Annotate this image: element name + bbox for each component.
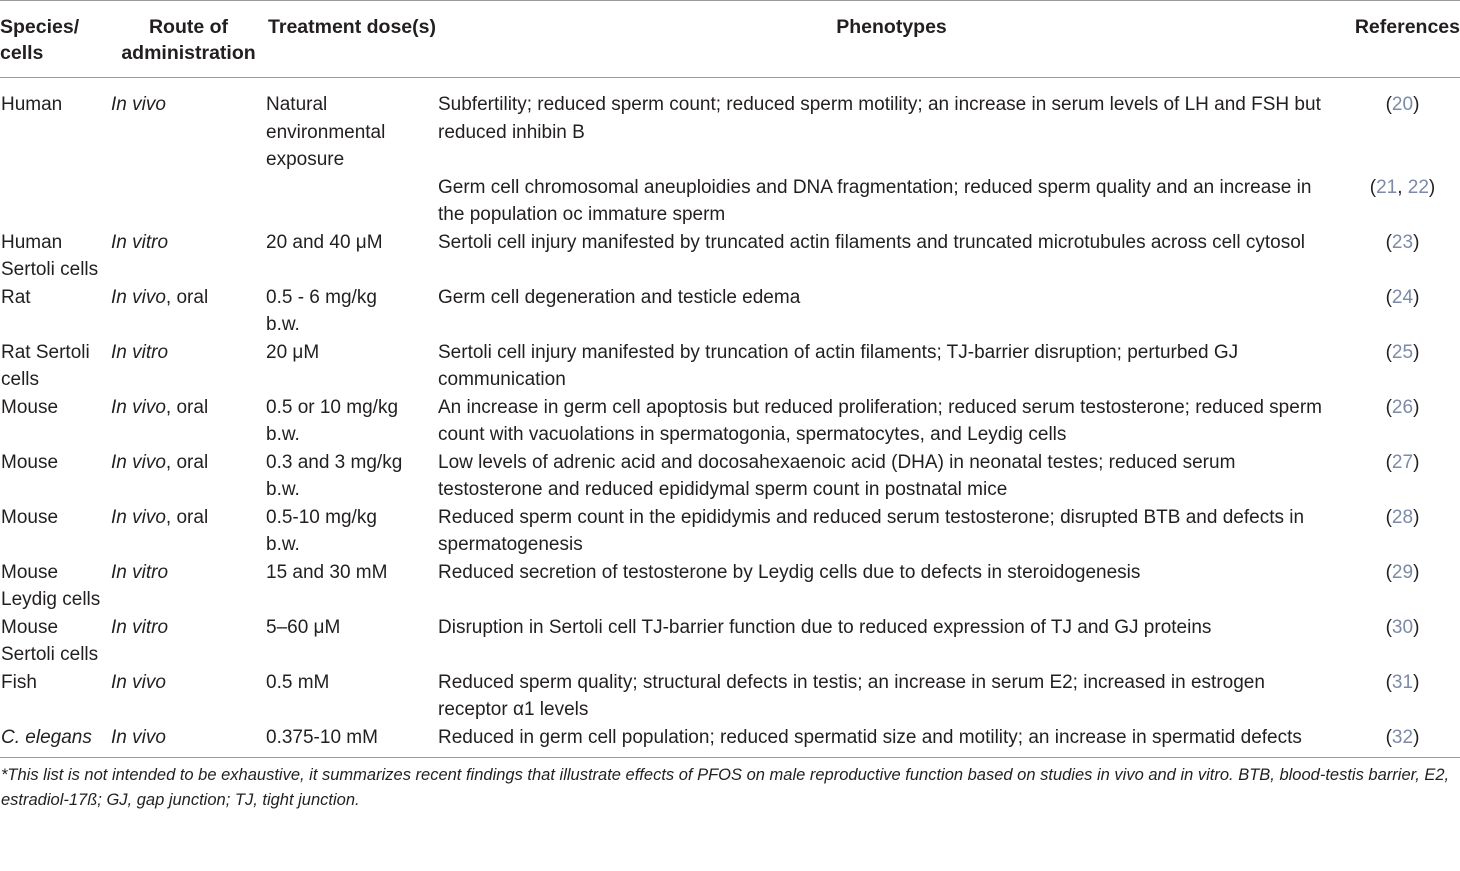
cell-phenotype: Germ cell chromosomal aneuploidies and DNA fragmentation; reduced sperm quality and an increase in the population oc immature sperm [438, 176, 1312, 225]
cell-species [0, 174, 111, 229]
cell-dose: 20 μM [266, 341, 320, 363]
cell-route [111, 394, 266, 449]
cell-species: Mouse [1, 451, 59, 473]
ref-paren-open: ( [1385, 94, 1392, 115]
reference-link[interactable]: 21 [1376, 176, 1398, 198]
header-references: References [1345, 1, 1460, 78]
cell-route [111, 229, 266, 284]
ref-paren-open: ( [1369, 176, 1377, 198]
cell-references [1345, 339, 1460, 394]
cell-species: Mouse [1, 506, 59, 528]
ref-paren-close: ) [1428, 176, 1436, 198]
route-italic: In vivo [111, 396, 166, 418]
ref-paren-close: ) [1413, 396, 1420, 418]
table-row [0, 394, 1460, 449]
cell-dose: 0.5-10 mg/kg b.w. [266, 506, 377, 555]
cell-species: C. elegans [0, 724, 111, 758]
cell-species: Mouse Sertoli cells [1, 616, 99, 665]
route-italic: In vivo [111, 726, 166, 748]
ref-separator: , [1397, 176, 1408, 198]
ref-paren-close: ) [1413, 286, 1420, 308]
route-rest: , oral [165, 286, 209, 308]
ref-paren-open: ( [1385, 286, 1392, 308]
route-italic: In vivo [111, 506, 166, 528]
cell-route [111, 559, 266, 614]
route-italic: In vivo [111, 286, 166, 308]
cell-phenotype: Sertoli cell injury manifested by truncation of actin filaments; TJ-barrier disruption; perturbed GJ communication [438, 341, 1239, 390]
ref-paren-close: ) [1413, 561, 1420, 583]
cell-references [1345, 229, 1460, 284]
cell-phenotype: Reduced in germ cell population; reduced spermatid size and motility; an increase in spermatid defects [438, 724, 1345, 758]
cell-phenotype: Disruption in Sertoli cell TJ-barrier function due to reduced expression of TJ and GJ proteins [438, 616, 1212, 638]
cell-references [1345, 449, 1460, 504]
route-italic: In vivo [111, 451, 166, 473]
ref-paren-close: ) [1413, 726, 1420, 748]
cell-references [1345, 504, 1460, 559]
ref-paren-close: ) [1413, 506, 1420, 528]
cell-route [111, 504, 266, 559]
header-route: Route of administration [111, 1, 266, 78]
cell-phenotype: Low levels of adrenic acid and docosahexaenoic acid (DHA) in neonatal testes; reduced serum testosterone and reduced epididymal sperm count in postnatal mice [438, 451, 1236, 500]
reference-link[interactable]: 24 [1391, 286, 1414, 308]
reference-link[interactable]: 31 [1391, 671, 1414, 693]
cell-route [111, 614, 266, 669]
reference-link[interactable]: 26 [1391, 396, 1414, 418]
table-header [0, 1, 1460, 78]
reference-link[interactable]: 32 [1391, 726, 1414, 748]
cell-species: Human [1, 94, 63, 115]
cell-dose: 0.5 - 6 mg/kg b.w. [266, 286, 377, 335]
route-rest: , oral [165, 506, 209, 528]
cell-references [1345, 559, 1460, 614]
reference-link[interactable]: 30 [1391, 616, 1414, 638]
ref-paren-open: ( [1385, 561, 1392, 583]
cell-phenotype: An increase in germ cell apoptosis but reduced proliferation; reduced serum testosterone; reduced sperm count with vacuolations in spermatogonia, spermatocytes, and Leydig cells [438, 396, 1322, 445]
cell-references [1345, 669, 1460, 724]
ref-paren-open: ( [1385, 451, 1392, 473]
ref-paren-close: ) [1413, 671, 1420, 693]
route-italic: In vitro [111, 341, 169, 363]
route-italic: In vivo [111, 94, 166, 115]
table-row [0, 174, 1460, 229]
cell-phenotype: Sertoli cell injury manifested by truncated actin filaments and truncated microtubules across cell cytosol [438, 231, 1306, 253]
reference-link[interactable]: 25 [1391, 341, 1414, 363]
cell-phenotype: Reduced sperm quality; structural defects in testis; an increase in serum E2; increased in estrogen receptor α1 levels [438, 671, 1265, 720]
table-row [0, 284, 1460, 339]
table-footnote: *This list is not intended to be exhaustive, it summarizes recent findings that illustrate effects of PFOS on male reproductive function based on studies in vivo and in vitro. BTB, blood-testis barrier, E2, estradiol-17ß; GJ, gap junction; TJ, tight junction. [1, 766, 1450, 809]
table-row [0, 614, 1460, 669]
table-row [0, 724, 1460, 758]
table-body [0, 78, 1460, 758]
reference-link[interactable]: 27 [1391, 451, 1414, 473]
reference-link[interactable]: 29 [1391, 561, 1414, 583]
cell-dose: 0.5 mM [266, 671, 330, 693]
table-row [0, 229, 1460, 284]
header-phenotypes: Phenotypes [438, 1, 1345, 78]
cell-dose: 0.375-10 mM [266, 724, 438, 758]
cell-dose: 15 and 30 mM [266, 561, 388, 583]
cell-dose [266, 174, 438, 229]
cell-route [111, 78, 266, 174]
cell-species: Mouse Leydig cells [1, 561, 101, 610]
cell-dose: 5–60 μM [266, 616, 341, 638]
cell-references [1345, 614, 1460, 669]
table-row [0, 78, 1460, 174]
cell-species: Human Sertoli cells [1, 231, 99, 280]
cell-dose: 0.3 and 3 mg/kg b.w. [266, 451, 403, 500]
cell-phenotype: Reduced sperm count in the epididymis and reduced serum testosterone; disrupted BTB and defects in spermatogenesis [438, 506, 1305, 555]
cell-species: Mouse [1, 396, 59, 418]
cell-route [111, 339, 266, 394]
cell-references [1345, 174, 1460, 229]
table-row [0, 339, 1460, 394]
ref-paren-close: ) [1413, 231, 1420, 253]
table-row [0, 449, 1460, 504]
cell-phenotype: Subfertility; reduced sperm count; reduced sperm motility; an increase in serum levels of LH and FSH but reduced inhibin B [438, 94, 1321, 143]
ref-paren-close: ) [1413, 451, 1420, 473]
header-dose: Treatment dose(s) [266, 1, 438, 78]
table-row [0, 559, 1460, 614]
ref-paren-close: ) [1413, 616, 1420, 638]
cell-dose: 20 and 40 μM [266, 231, 383, 253]
table-row [0, 669, 1460, 724]
ref-paren-close: ) [1413, 341, 1420, 363]
cell-route [111, 669, 266, 724]
header-row [0, 1, 1460, 78]
route-rest: , oral [165, 451, 209, 473]
ref-paren-close: ) [1413, 94, 1420, 115]
route-italic: In vitro [111, 616, 169, 638]
route-italic: In vitro [111, 561, 169, 583]
cell-phenotype: Germ cell degeneration and testicle edema [438, 286, 801, 308]
cell-dose: Natural environmental exposure [266, 94, 386, 170]
route-rest: , oral [165, 396, 209, 418]
cell-references [1345, 724, 1460, 758]
cell-route [111, 724, 266, 758]
cell-phenotype: Reduced secretion of testosterone by Leydig cells due to defects in steroidogenesis [438, 561, 1141, 583]
ref-paren-open: ( [1385, 726, 1392, 748]
cell-route [111, 449, 266, 504]
ref-paren-open: ( [1385, 506, 1392, 528]
table-row [0, 504, 1460, 559]
header-species: Species/ cells [0, 1, 111, 78]
cell-dose: 0.5 or 10 mg/kg b.w. [266, 396, 399, 445]
cell-references [1345, 394, 1460, 449]
route-italic: In vivo [111, 671, 166, 693]
route-italic: In vitro [111, 231, 169, 253]
ref-paren-open: ( [1385, 341, 1392, 363]
cell-route [111, 174, 266, 229]
reference-link[interactable]: 20 [1391, 94, 1414, 115]
reference-link[interactable]: 22 [1407, 176, 1429, 198]
cell-species: Fish [1, 671, 37, 693]
ref-paren-open: ( [1385, 616, 1392, 638]
cell-references [1345, 284, 1460, 339]
cell-route [111, 284, 266, 339]
reference-link[interactable]: 28 [1391, 506, 1414, 528]
ref-paren-open: ( [1385, 396, 1392, 418]
cell-references [1345, 78, 1460, 174]
cell-species: Rat Sertoli cells [1, 341, 90, 390]
ref-paren-open: ( [1385, 231, 1392, 253]
ref-paren-open: ( [1385, 671, 1392, 693]
cell-species: Rat [1, 286, 31, 308]
reference-link[interactable]: 23 [1391, 231, 1414, 253]
